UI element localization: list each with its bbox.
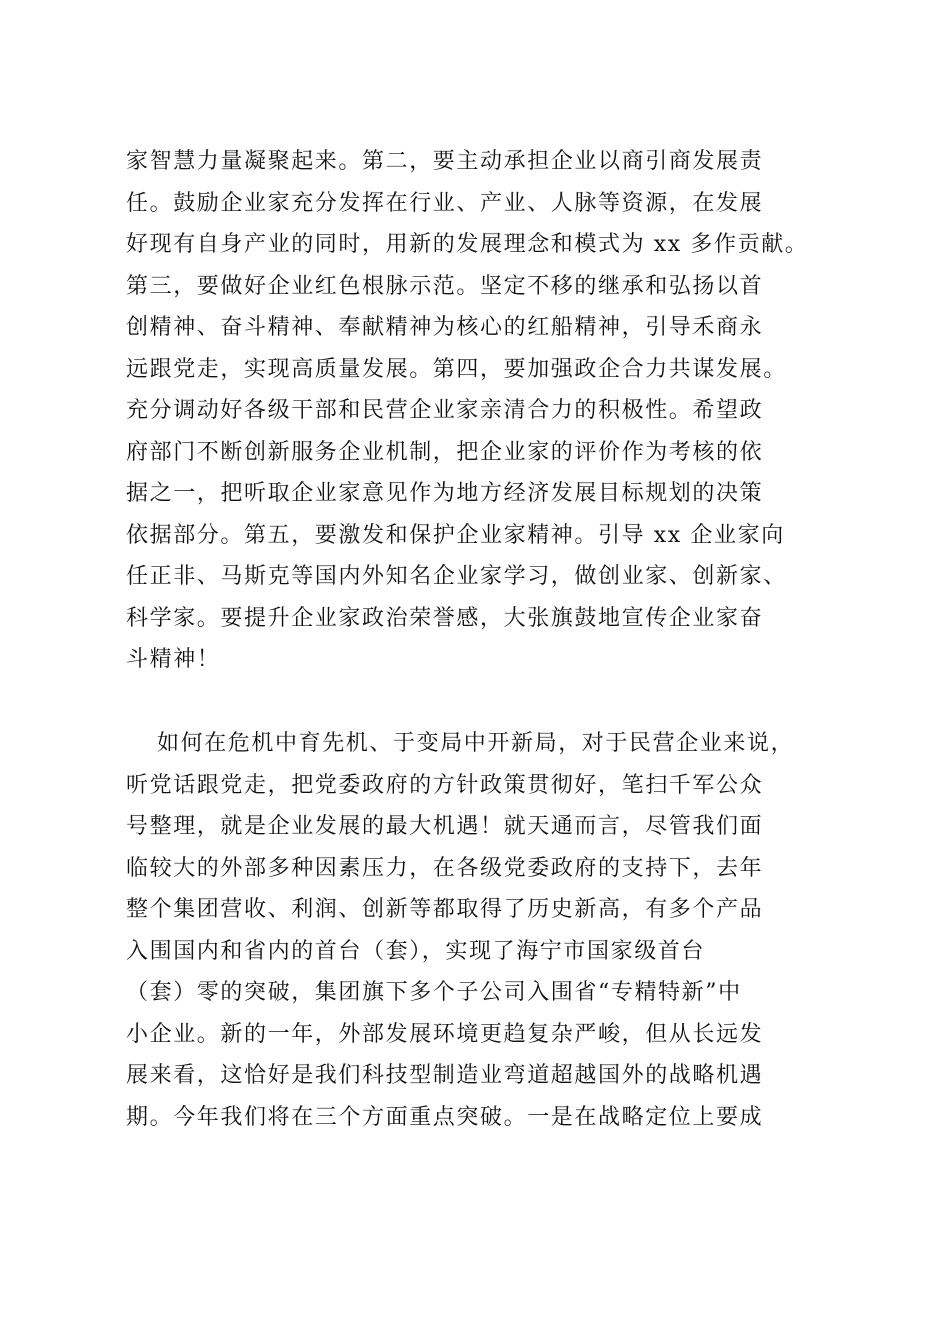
paragraph-2-line: 小企业。新的一年，外部发展环境更趋复杂严峻，但从长远发 [126, 1021, 764, 1047]
paragraph-2-line: 整个集团营收、利润、创新等都取得了历史新高，有多个产品 [126, 897, 764, 922]
paragraph-2-line: 展来看，这恰好是我们科技型制造业弯道超越国外的战略机遇 [126, 1063, 764, 1088]
paragraph-1-line: 充分调动好各级干部和民营企业家亲清合力的积极性。希望政 [126, 398, 764, 423]
paragraph-1-line: 任。鼓励企业家充分发挥在行业、产业、人脉等资源，在发展 [126, 190, 764, 216]
paragraph-1-line: 斗精神！ [126, 647, 221, 672]
paragraph-2-line: 期。今年我们将在三个方面重点突破。一是在战略定位上要成 [126, 1104, 764, 1130]
paragraph-2-line: （套）零的突破，集团旗下多个子公司入围省“专精特新”中 [126, 980, 742, 1005]
paragraph-1-line: 好现有自身产业的同时，用新的发展理念和模式为 xx 多作贡献。 [126, 232, 809, 257]
paragraph-2-line: 入围国内和省内的首台（套），实现了海宁市国家级首台 [126, 938, 706, 964]
paragraph-1-line: 远跟党走，实现高质量发展。第四，要加强政企合力共谋发展。 [126, 356, 787, 382]
paragraph-1-line: 科学家。要提升企业家政治荣誉感，大张旗鼓地宣传企业家奋 [126, 605, 764, 631]
paragraph-2-line: 如何在危机中育先机、于变局中开新局，对于民营企业来说， [157, 731, 795, 756]
paragraph-2-line: 临较大的外部多种因素压力，在各级党委政府的支持下，去年 [126, 855, 764, 881]
paragraph-1 [126, 141, 850, 681]
paragraph-1-line: 家智慧力量凝聚起来。第二，要主动承担企业以商引商发展责 [126, 149, 764, 174]
paragraph-1-line: 依据部分。第五，要激发和保护企业家精神。引导 xx 企业家向 [126, 522, 785, 548]
paragraph-1-line: 任正非、马斯克等国内外知名企业家学习，做创业家、创新家、 [126, 564, 787, 589]
paragraph-1-line: 创精神、奋斗精神、奉献精神为核心的红船精神，引导禾商永 [126, 315, 764, 340]
paragraph-1-line: 第三，要做好企业红色根脉示范。坚定不移的继承和弘扬以首 [126, 273, 764, 299]
paragraph-1-line: 府部门不断创新服务企业机制，把企业家的评价作为考核的依 [126, 439, 764, 465]
paragraph-2 [126, 723, 850, 1138]
paragraph-2-line: 听党话跟党走，把党委政府的方针政策贯彻好，笔扫千军公众 [126, 772, 764, 798]
paragraph-1-line: 据之一，把听取企业家意见作为地方经济发展目标规划的决策 [126, 481, 764, 506]
paragraph-2-line: 号整理，就是企业发展的最大机遇！就天通而言，尽管我们面 [126, 814, 764, 839]
